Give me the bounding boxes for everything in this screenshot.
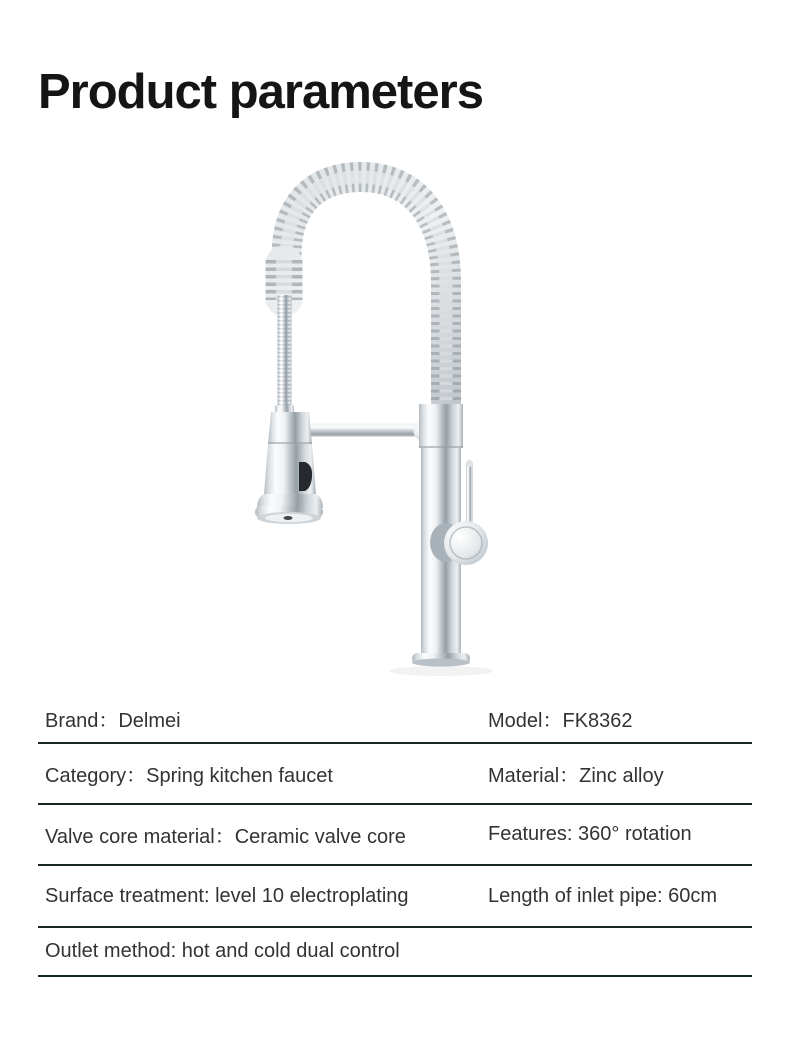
spec-cell-left: Outlet method: hot and cold dual control: [45, 940, 400, 962]
faucet-hose: [275, 295, 294, 417]
spec-row: [38, 744, 752, 805]
spec-row: [38, 695, 752, 744]
spec-cell-left: Surface treatment: level 10 electroplating: [45, 884, 409, 907]
faucet-support-arm: [298, 422, 433, 441]
spec-cell-right: Model：FK8362: [488, 710, 633, 732]
spec-cell-right: Length of inlet pipe: 60cm: [488, 884, 718, 907]
spec-cell-left: Brand：Delmei: [45, 710, 181, 732]
spec-cell-right: Features: 360° rotation: [488, 823, 692, 845]
spec-cell-left: Category：Spring kitchen faucet: [45, 765, 333, 787]
spec-cell-left: Valve core material：Ceramic valve core: [45, 826, 406, 848]
faucet-spring-coil: [284, 177, 446, 409]
product-image: [0, 150, 790, 690]
spec-cell-right: Material：Zinc alloy: [488, 765, 664, 787]
spec-row: [38, 928, 752, 977]
spec-table: [38, 695, 752, 977]
page-title: Product parameters: [38, 65, 483, 119]
spec-row: [38, 866, 752, 928]
spec-row: [38, 805, 752, 866]
faucet-illustration: [0, 150, 790, 690]
base-shadow: [389, 666, 493, 676]
